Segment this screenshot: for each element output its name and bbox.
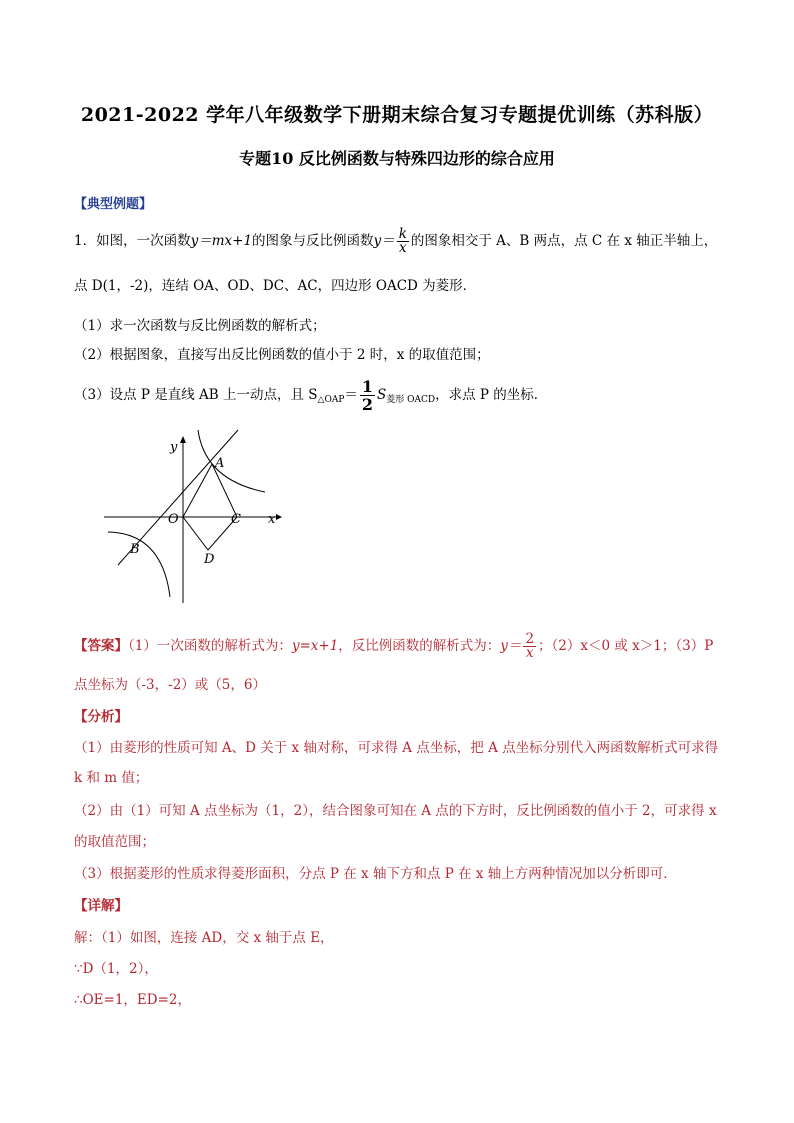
fraction-numerator: k: [398, 226, 407, 242]
analysis-line-1: （1）由菱形的性质可知 A、D 关于 x 轴对称，可求得 A 点坐标，把 A 点坐标分别代入两函数解析式可求得: [74, 740, 719, 756]
answer-inverse-lhs: y＝: [500, 638, 522, 654]
answer-line-2: 点坐标为（-3，-2）或（5，6）: [74, 677, 266, 693]
coordinate-figure: [100, 425, 290, 605]
point-b-label: B: [130, 542, 140, 557]
x-axis-arrow: [276, 514, 282, 520]
problem-line-1: [74, 228, 717, 255]
question-3: [74, 378, 547, 415]
half-fraction: [360, 378, 375, 413]
page-subtitle: 专题10 反比例函数与特殊四边形的综合应用: [239, 149, 555, 168]
q3-equals: ＝: [344, 387, 358, 403]
hyperbola-branch-1: [198, 430, 265, 492]
point-c-label: C: [231, 512, 241, 527]
y-axis-label: y: [170, 440, 178, 455]
rhombus-oacd: [183, 464, 237, 550]
answer-tag: 【答案】: [74, 638, 128, 654]
inverse-lhs: y＝: [373, 233, 395, 249]
analysis-tag: 【分析】: [74, 709, 128, 725]
inverse-fraction: [397, 228, 409, 255]
q3-s: S: [377, 387, 387, 403]
linear-function-formula: y＝mx+1: [190, 233, 253, 249]
detail-tag: 【详解】: [74, 898, 128, 914]
q3-sub-triangle: △OAP: [317, 395, 345, 405]
problem-mid-2: 的图象相交于 A、B 两点，点 C 在 x 轴正半轴上，: [410, 233, 718, 249]
analysis-line-4: 的取值范围；: [74, 834, 155, 850]
origin-label: O: [168, 512, 179, 527]
fraction-denominator: 2: [361, 395, 374, 414]
answer-part-3: ；（2）x＜0 或 x＞1；（3）P: [538, 638, 714, 654]
point-d-label: D: [204, 552, 215, 567]
fraction-denominator: x: [525, 645, 534, 661]
q3-end: ，求点 P 的坐标．: [435, 387, 548, 403]
problem-line-2: 点 D(1，-2)，连结 OA、OD、DC、AC，四边形 OACD 为菱形．: [74, 278, 477, 294]
analysis-line-5: （3）根据菱形的性质求得菱形面积，分点 P 在 x 轴下方和点 P 在 x 轴上方两种情况加以分析即可．: [74, 866, 677, 882]
fraction-numerator: 1: [361, 377, 374, 396]
answer-part-1: （1）一次函数的解析式为：: [128, 638, 292, 654]
problem-mid-1: 的图象与反比例函数: [252, 233, 374, 249]
q3-sub-rhombus: 菱形 OACD: [386, 395, 436, 405]
detail-line-2: ∵D（1，2），: [74, 961, 158, 977]
fraction-numerator: 2: [525, 631, 535, 647]
x-axis-label: x: [268, 512, 276, 527]
analysis-line-2: k 和 m 值；: [74, 770, 149, 786]
problem-intro: 1．如图，一次函数: [74, 233, 191, 249]
example-tag: 【典型例题】: [74, 197, 153, 212]
q3-start: （3）设点 P 是直线 AB 上一动点，且 S: [74, 387, 318, 403]
answer-inverse-fraction: [523, 633, 536, 660]
y-axis-arrow: [180, 436, 186, 443]
answer-line-1: [74, 633, 713, 660]
question-2: （2）根据图象，直接写出反比例函数的值小于 2 时，x 的取值范围；: [74, 347, 490, 363]
answer-part-2: ，反比例函数的解析式为：: [338, 638, 501, 654]
analysis-line-3: （2）由（1）可知 A 点坐标为（1，2），结合图象可知在 A 点的下方时，反比例函数的值小于 2，可求得 x: [74, 803, 717, 819]
answer-linear: y=x+1: [291, 638, 339, 654]
page-title: 2021-2022 学年八年级数学下册期末综合复习专题提优训练（苏科版）: [80, 104, 714, 126]
point-a-label: A: [215, 456, 225, 471]
fraction-denominator: x: [398, 240, 407, 256]
question-1: （1）求一次函数与反比例函数的解析式；: [74, 318, 326, 334]
detail-line-1: 解：（1）如图，连接 AD，交 x 轴于点 E，: [74, 930, 334, 946]
detail-line-3: ∴OE=1，ED=2，: [74, 992, 191, 1008]
